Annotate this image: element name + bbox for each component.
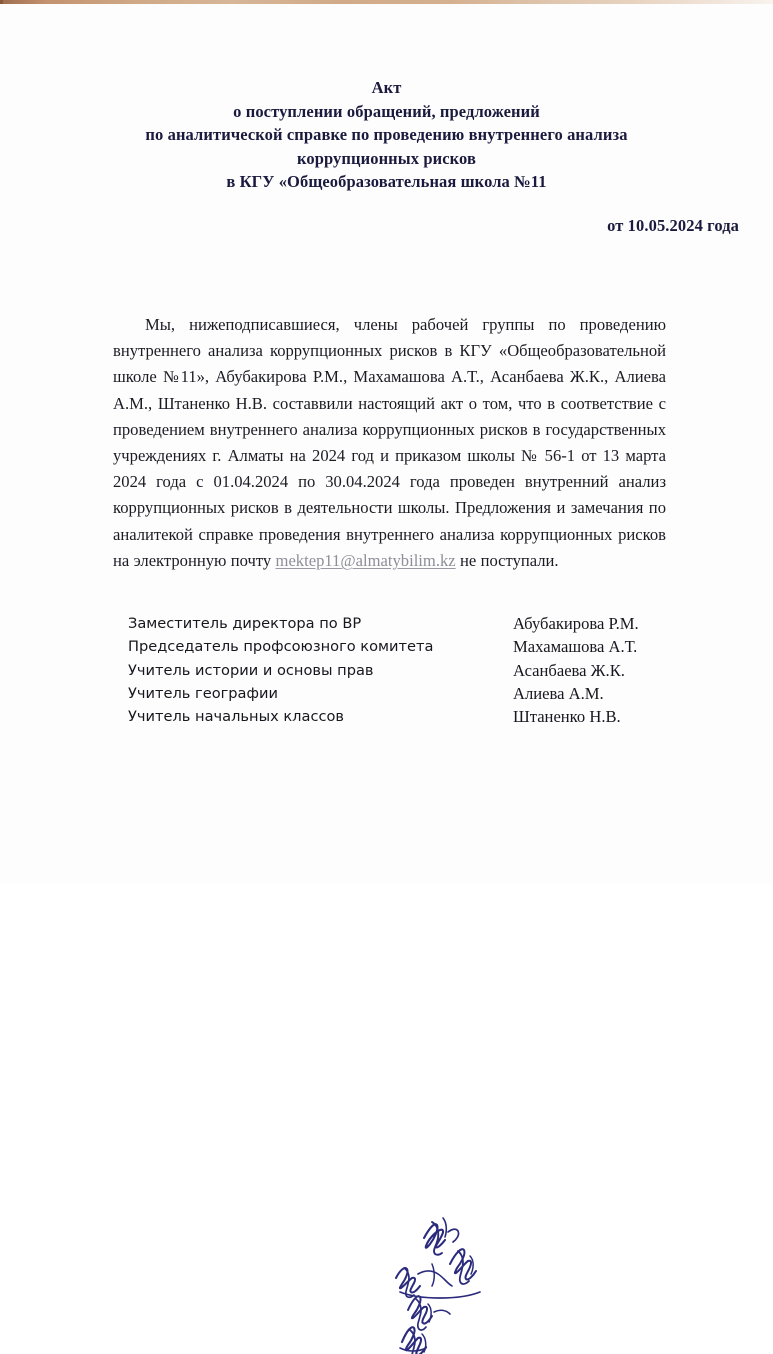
heading-line-reference: по аналитической справке по проведению внутреннего анализа (145, 125, 628, 144)
signature-name-row: Штаненко Н.В. (513, 707, 621, 727)
signature-name-row: Асанбаева Ж.К. (513, 660, 625, 680)
signature-block (0, 612, 773, 742)
signature-title-row: Председатель профсоюзного комитета (128, 638, 434, 656)
signature-title-row: Учитель начальных классов (128, 708, 345, 726)
signature-names-column (513, 612, 763, 728)
heading-line-subject: о поступлении обращений, предложений (233, 101, 540, 121)
body-text-before-email: Мы, нижеподписавшиеся, члены рабочей группы по проведению внутреннего анализа коррупционных рисков в КГУ «Общеобразовательной школе №11», Абубакирова Р.М., Махамашова А.Т., Асанбаева Ж.К., Алиева А.М., Штаненко Н.В. составвили настоящий акт о том, что в соответствие с проведением внутреннего анализа коррупционных рисков в государственных учреждениях г. Алматы на 2024 год и приказом школы № 56-1 от 13 марта 2024 года с 01.04.2024 по 30.04.2024 года проведен внутренний анализ коррупционных рисков в деятельности школы. Предложения и замечания по аналитекой справке проведения внутреннего анализа коррупционных рисков на электронную почту (113, 315, 666, 570)
signature-name-row: Алиева А.М. (513, 683, 604, 703)
document-body (113, 312, 666, 574)
signature-title-row: Учитель географии (128, 684, 278, 702)
document-page (0, 4, 773, 884)
heading-line-topic: коррупционных рисков (296, 148, 476, 168)
body-text-after-email: не поступали. (455, 550, 559, 570)
body-paragraph (113, 312, 666, 574)
signature-title-row: Учитель истории и основы прав (128, 661, 374, 679)
signature-titles-column (128, 612, 434, 728)
email-link[interactable]: mektep11@almatybilim.kz (275, 550, 456, 570)
heading-line-title: Акт (371, 78, 402, 97)
handwritten-signatures-overlay (388, 1204, 523, 1354)
signature-ink-icon (388, 1204, 523, 1354)
signature-title-row: Заместитель директора по ВР (128, 615, 362, 632)
heading-line-organization: в КГУ «Общеобразовательная школа №11 (226, 172, 547, 191)
document-date: от 10.05.2024 года (607, 216, 739, 235)
signature-name-row: Махамашова А.Т. (513, 637, 638, 657)
signature-name-row: Абубакирова Р.М. (513, 614, 639, 633)
document-heading (0, 76, 773, 194)
